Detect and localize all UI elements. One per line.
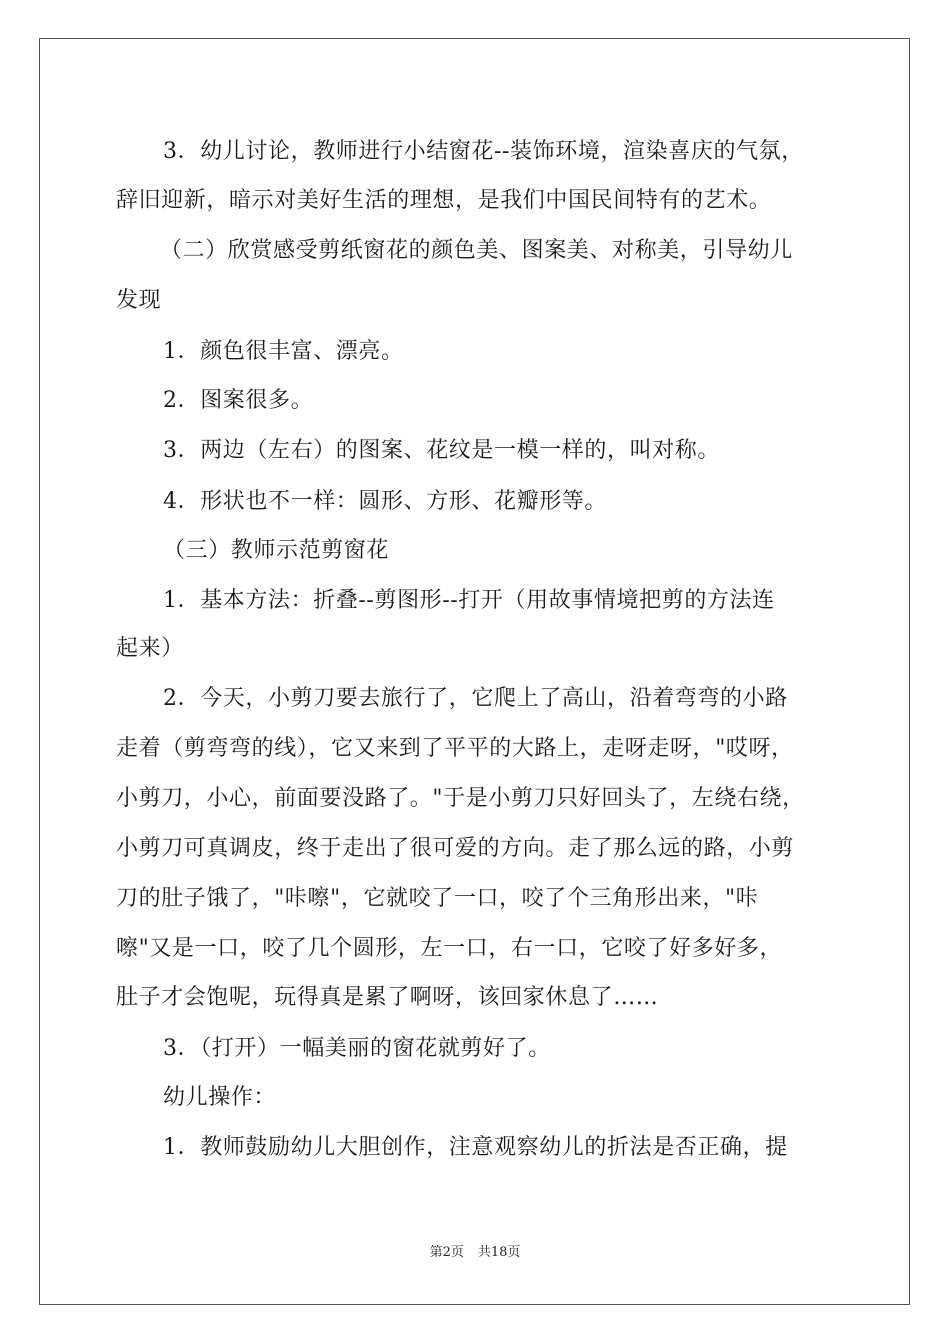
list-item: 3．（打开）一幅美丽的窗花就剪好了。 [163, 1036, 551, 1061]
list-item: 1．基本方法：折叠--剪图形--打开（用故事情境把剪的方法连 [163, 588, 775, 613]
paragraph-line: 幼儿操作： [163, 1085, 277, 1110]
paragraph-line: 起来） [116, 636, 184, 661]
page-number: 第2页 [429, 1245, 464, 1260]
paragraph-line: 刀的肚子饿了，"咔嚓"，它就咬了一口，咬了个三角形出来，"咔 [116, 886, 759, 911]
list-item: 1．教师鼓励幼儿大胆创作，注意观察幼儿的折法是否正确，提 [163, 1135, 788, 1160]
list-item: 2．图案很多。 [163, 388, 314, 413]
list-item: 3．两边（左右）的图案、花纹是一模一样的，叫对称。 [163, 438, 720, 463]
paragraph-line: 嚓"又是一口，咬了几个圆形，左一口，右一口，它咬了好多好多， [116, 936, 783, 961]
paragraph-line: 小剪刀，小心，前面要没路了。"于是小剪刀只好回头了，左绕右绕， [116, 786, 805, 811]
paragraph-line: 走着（剪弯弯的线），它又来到了平平的大路上，走呀走呀，"哎呀， [116, 736, 794, 761]
paragraph-line: 3．幼儿讨论，教师进行小结窗花--装饰环境，渲染喜庆的气氛， [163, 139, 804, 164]
list-item: 2．今天，小剪刀要去旅行了，它爬上了高山，沿着弯弯的小路 [163, 686, 788, 711]
page-footer [0, 1244, 950, 1262]
paragraph-line: 肚子才会饱呢，玩得真是累了啊呀，该回家休息了…… [116, 985, 659, 1010]
list-item: 4．形状也不一样：圆形、方形、花瓣形等。 [163, 489, 607, 514]
section-heading: （三）教师示范剪窗花 [163, 538, 390, 563]
paragraph-line: 小剪刀可真调皮，终于走出了很可爱的方向。走了那么远的路，小剪 [116, 836, 795, 861]
paragraph-line: 发现 [116, 288, 162, 313]
paragraph-line: 辞旧迎新，暗示对美好生活的理想，是我们中国民间特有的艺术。 [116, 188, 772, 213]
list-item: 1．颜色很丰富、漂亮。 [163, 339, 404, 364]
page-total: 共18页 [477, 1245, 521, 1260]
section-heading: （二）欣赏感受剪纸窗花的颜色美、图案美、对称美，引导幼儿 [160, 238, 793, 263]
page-border [39, 38, 910, 1305]
